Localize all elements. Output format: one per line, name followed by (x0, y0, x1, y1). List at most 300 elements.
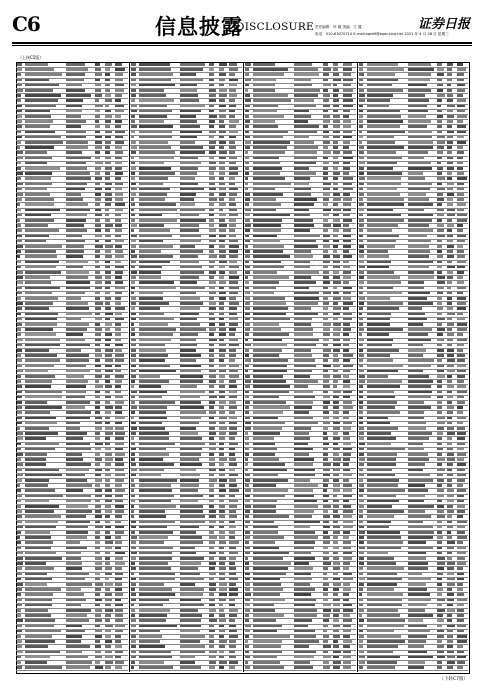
table-cell-text (209, 266, 214, 269)
table-cell-text (229, 505, 237, 508)
table-cell-text (131, 115, 135, 118)
table-cell-text (17, 552, 23, 555)
table-cell-text (359, 177, 365, 180)
table-cell-text (333, 552, 338, 555)
table-cell-text (294, 136, 309, 139)
table-cell-text (457, 609, 464, 612)
table-cell-text (105, 552, 110, 555)
table-cell-text (66, 495, 91, 498)
table-cell-text (367, 131, 405, 134)
table-cell-text (253, 651, 282, 654)
table-cell-text (333, 219, 340, 222)
table-cell-text (25, 651, 60, 654)
table-cell-text (457, 541, 463, 544)
table-cell-text (219, 188, 226, 191)
table-cell-text (95, 271, 100, 274)
table-cell-text (219, 526, 224, 529)
table-cell-text (17, 536, 20, 539)
table-cell-text (131, 63, 136, 66)
table-cell-text (180, 401, 201, 404)
table-cell-text (253, 479, 288, 482)
table-cell-text (408, 474, 430, 477)
table-cell-text (131, 261, 136, 264)
table-cell-text (131, 318, 136, 321)
table-cell-text (359, 297, 365, 300)
table-cell-text (359, 141, 362, 144)
table-cell-text (408, 489, 428, 492)
table-cell-text (25, 297, 58, 300)
table-cell-text (253, 344, 287, 347)
table-cell-text (294, 339, 319, 342)
table-cell-text (333, 422, 340, 425)
table-cell-text (245, 500, 250, 503)
table-cell-text (115, 318, 124, 321)
table-cell-text (209, 115, 217, 118)
table-cell-text (66, 427, 80, 430)
table-cell-text (229, 276, 239, 279)
table-cell-text (408, 131, 432, 134)
table-cell-text (323, 125, 328, 128)
table-cell-text (229, 287, 239, 290)
table-cell-text (408, 125, 427, 128)
table-cell-text (180, 203, 195, 206)
table-cell-text (209, 427, 215, 430)
table-cell-text (66, 177, 91, 180)
table-cell-text (66, 261, 88, 264)
table-cell-text (447, 443, 452, 446)
table-cell-text (66, 167, 87, 170)
table-cell-text (343, 99, 353, 102)
table-cell-text (333, 318, 338, 321)
table-cell-text (408, 281, 424, 284)
table-cell-text (359, 84, 363, 87)
table-cell-text (95, 588, 101, 591)
table-cell-text (367, 276, 400, 279)
table-cell-text (457, 375, 465, 378)
table-cell-text (25, 240, 46, 243)
table-cell-text (139, 219, 177, 222)
table-cell-text (229, 313, 237, 316)
table-cell-text (253, 437, 274, 440)
table-cell-text (408, 328, 432, 331)
table-cell-text (457, 172, 464, 175)
table-cell-text (447, 640, 453, 643)
table-cell-text (333, 427, 340, 430)
table-cell-text (333, 292, 339, 295)
table-cell-text (323, 640, 328, 643)
table-cell-text (245, 479, 250, 482)
table-cell-text (219, 437, 225, 440)
table-cell-text (229, 359, 235, 362)
table-cell-text (343, 531, 350, 534)
table-cell-text (245, 489, 251, 492)
table-cell-text (66, 619, 89, 622)
table-cell-text (209, 666, 215, 669)
table-cell-text (95, 370, 101, 373)
table-cell-text (408, 261, 433, 264)
table-cell-text (229, 578, 238, 581)
table-cell-text (408, 599, 431, 602)
table-cell-text (105, 396, 111, 399)
table-cell-text (25, 469, 59, 472)
table-cell-text (294, 640, 319, 643)
table-cell-text (408, 437, 429, 440)
table-cell-text (139, 245, 173, 248)
table-cell-text (245, 125, 249, 128)
table-cell-text (447, 172, 452, 175)
table-cell-text (105, 541, 113, 544)
table-cell-text (253, 120, 275, 123)
table-cell-text (139, 401, 175, 404)
table-cell-text (333, 302, 338, 305)
table-cell-text (343, 146, 349, 149)
table-cell-text (17, 120, 22, 123)
table-cell-text (66, 125, 81, 128)
table-cell-text (343, 422, 352, 425)
table-cell-text (437, 489, 444, 492)
table-cell-text (219, 73, 226, 76)
table-cell-text (447, 599, 454, 602)
table-cell-text (323, 614, 330, 617)
table-cell-text (323, 261, 330, 264)
table-cell-text (131, 427, 137, 430)
table-cell-text (294, 666, 313, 669)
table-cell-text (367, 417, 388, 420)
table-cell-text (408, 547, 433, 550)
table-cell-text (323, 136, 329, 139)
table-cell-text (245, 120, 250, 123)
table-cell-text (209, 432, 216, 435)
table-cell-text (408, 401, 424, 404)
table-cell-text (17, 323, 22, 326)
table-cell-text (447, 120, 453, 123)
table-cell-text (367, 302, 403, 305)
table-cell-text (323, 557, 329, 560)
table-cell-text (115, 250, 123, 253)
table-cell-text (105, 614, 111, 617)
table-cell-text (333, 276, 340, 279)
table-cell-text (229, 209, 237, 212)
table-cell-text (66, 193, 81, 196)
table-cell-text (294, 131, 317, 134)
table-cell-text (66, 266, 83, 269)
table-cell-text (245, 625, 251, 628)
table-cell-text (25, 99, 58, 102)
table-cell-text (408, 297, 427, 300)
table-cell-text (457, 177, 467, 180)
table-cell-text (253, 630, 277, 633)
table-cell-text (105, 536, 111, 539)
table-cell-text (209, 469, 216, 472)
table-cell-text (294, 209, 309, 212)
table-cell-text (408, 209, 424, 212)
table-cell-text (333, 261, 340, 264)
table-cell-text (245, 224, 251, 227)
table-cell-text (367, 661, 397, 664)
table-cell-text (253, 84, 275, 87)
table-cell-text (180, 157, 198, 160)
table-cell-text (139, 625, 177, 628)
table-cell-text (437, 245, 442, 248)
table-cell-text (359, 609, 364, 612)
table-cell-text (105, 68, 110, 71)
table-cell-text (17, 391, 22, 394)
table-cell-text (25, 640, 55, 643)
table-cell-text (343, 656, 351, 659)
table-cell-text (408, 422, 426, 425)
table-cell-text (209, 359, 214, 362)
table-cell-text (294, 307, 311, 310)
table-cell-text (131, 625, 136, 628)
table-cell-text (245, 281, 249, 284)
table-cell-text (17, 255, 20, 258)
table-cell-text (131, 339, 136, 342)
table-cell-text (333, 656, 339, 659)
table-cell-text (437, 89, 443, 92)
table-cell-text (131, 271, 137, 274)
table-cell-text (139, 536, 168, 539)
table-cell-text (359, 391, 363, 394)
table-cell-text (333, 214, 339, 217)
table-cell-text (457, 619, 464, 622)
table-cell-text (367, 125, 400, 128)
table-cell-text (25, 365, 54, 368)
table-cell-text (115, 614, 123, 617)
table-cell-text (437, 203, 442, 206)
table-cell-text (323, 193, 330, 196)
table-cell-text (180, 380, 203, 383)
table-cell-text (131, 510, 134, 513)
table-cell-text (333, 562, 340, 565)
table-cell-text (343, 307, 349, 310)
table-cell-text (115, 115, 121, 118)
table-cell-text (245, 276, 248, 279)
table-cell-text (323, 453, 328, 456)
table-cell-text (253, 183, 291, 186)
table-cell-text (343, 479, 349, 482)
table-cell-text (367, 588, 394, 591)
table-cell-text (25, 401, 47, 404)
table-cell-text (66, 89, 85, 92)
table-cell-text (245, 443, 249, 446)
table-cell-text (219, 645, 225, 648)
table-cell-text (25, 427, 49, 430)
table-cell-text (105, 287, 110, 290)
table-cell-text (367, 349, 399, 352)
table-cell-text (115, 214, 121, 217)
table-cell-text (359, 271, 364, 274)
table-cell-text (359, 427, 364, 430)
table-cell-text (359, 136, 363, 139)
table-cell-text (105, 318, 110, 321)
table-cell-text (25, 172, 52, 175)
table-cell-text (17, 318, 22, 321)
table-cell-text (95, 453, 100, 456)
table-cell-text (359, 625, 363, 628)
table-cell-text (139, 635, 162, 638)
table-cell-text (437, 339, 444, 342)
table-cell-text (245, 557, 248, 560)
table-cell-text (105, 531, 110, 534)
table-cell-text (17, 209, 21, 212)
table-cell-text (359, 437, 364, 440)
table-cell-text (139, 479, 177, 482)
table-cell-text (408, 536, 433, 539)
table-cell-text (245, 105, 250, 108)
table-cell-text (323, 604, 331, 607)
table-cell-text (209, 297, 214, 300)
table-cell-text (343, 625, 351, 628)
table-cell-text (131, 99, 135, 102)
table-cell-text (105, 385, 112, 388)
table-cell-text (209, 495, 214, 498)
table-cell-text (253, 484, 276, 487)
table-cell-text (219, 422, 225, 425)
table-cell-text (457, 427, 465, 430)
table-cell-text (95, 276, 102, 279)
table-cell-text (367, 448, 405, 451)
table-cell-text (447, 562, 455, 565)
table-cell-text (229, 297, 236, 300)
table-cell-text (219, 209, 223, 212)
table-cell-text (408, 203, 433, 206)
table-cell-text (209, 489, 214, 492)
table-cell-text (219, 214, 226, 217)
table-cell-text (17, 651, 23, 654)
table-cell-text (219, 292, 226, 295)
table-cell-text (447, 255, 454, 258)
table-cell-text (219, 609, 224, 612)
table-cell-text (209, 229, 216, 232)
table-cell-text (66, 333, 83, 336)
table-cell-text (105, 115, 112, 118)
table-cell-text (180, 141, 195, 144)
table-cell-text (17, 599, 22, 602)
table-cell-text (408, 250, 430, 253)
table-cell-text (131, 250, 135, 253)
table-cell-text (209, 177, 215, 180)
table-cell-text (229, 193, 237, 196)
table-cell-text (333, 661, 341, 664)
table-cell-text (245, 99, 251, 102)
table-cell-text (66, 541, 80, 544)
table-cell-text (131, 68, 136, 71)
table-cell-text (131, 94, 136, 97)
table-cell-text (253, 474, 278, 477)
table-cell-text (359, 645, 363, 648)
table-cell-text (343, 453, 351, 456)
table-cell-text (131, 406, 137, 409)
table-cell-text (253, 635, 290, 638)
table-cell-text (25, 443, 59, 446)
table-cell-text (180, 521, 205, 524)
table-cell-text (229, 250, 238, 253)
table-cell-text (408, 453, 428, 456)
table-cell-text (131, 578, 136, 581)
table-cell-text (115, 136, 123, 139)
table-cell-text (17, 531, 21, 534)
table-cell-text (333, 609, 340, 612)
table-cell-text (105, 84, 110, 87)
table-cell-text (367, 339, 393, 342)
table-cell-text (253, 557, 283, 560)
table-cell-text (437, 541, 442, 544)
table-cell-text (180, 411, 206, 414)
table-cell-text (245, 339, 248, 342)
table-cell-text (447, 203, 453, 206)
table-cell-text (219, 448, 224, 451)
table-cell-text (66, 339, 85, 342)
table-cell-text (229, 604, 235, 607)
table-cell-text (343, 609, 353, 612)
table-cell-text (367, 463, 396, 466)
table-cell-text (457, 209, 464, 212)
table-cell-text (115, 198, 123, 201)
table-cell-text (131, 136, 134, 139)
table-cell-text (115, 625, 125, 628)
table-cell-text (437, 224, 444, 227)
table-cell-text (408, 469, 423, 472)
table-cell-text (343, 235, 351, 238)
table-cell-text (457, 640, 467, 643)
table-cell-text (180, 167, 198, 170)
table-cell-text (359, 318, 363, 321)
table-cell-text (437, 505, 444, 508)
table-cell-text (66, 313, 92, 316)
table-cell-text (66, 297, 81, 300)
table-cell-text (457, 198, 464, 201)
table-cell-text (139, 292, 163, 295)
table-cell-text (139, 214, 162, 217)
table-cell-text (105, 271, 111, 274)
table-cell-text (294, 474, 315, 477)
table-cell-text (17, 115, 22, 118)
table-cell-text (209, 593, 214, 596)
table-cell-text (294, 302, 318, 305)
table-cell-text (457, 656, 466, 659)
table-cell-text (447, 131, 454, 134)
table-cell-text (437, 567, 444, 570)
table-cell-text (95, 427, 102, 430)
table-cell-text (180, 302, 203, 305)
table-cell-text (95, 224, 101, 227)
table-cell-text (294, 448, 313, 451)
table-cell-text (457, 406, 463, 409)
table-cell-text (105, 484, 110, 487)
table-cell-text (408, 73, 431, 76)
table-cell-text (367, 209, 393, 212)
table-cell-text (105, 479, 110, 482)
table-cell-text (180, 630, 200, 633)
table-cell-text (253, 495, 285, 498)
table-cell-text (229, 463, 237, 466)
table-cell-text (333, 541, 338, 544)
table-cell-text (253, 583, 281, 586)
table-cell-text (17, 484, 20, 487)
table-cell-text (25, 495, 63, 498)
table-cell-text (25, 557, 62, 560)
table-cell-text (367, 365, 403, 368)
table-cell-text (447, 604, 453, 607)
table-cell-text (408, 552, 426, 555)
table-cell-text (95, 120, 99, 123)
table-cell-text (333, 417, 339, 420)
table-cell-text (229, 552, 238, 555)
table-cell-text (437, 131, 442, 134)
table-cell-text (437, 401, 442, 404)
table-cell-text (447, 365, 454, 368)
table-cell-text (323, 224, 331, 227)
